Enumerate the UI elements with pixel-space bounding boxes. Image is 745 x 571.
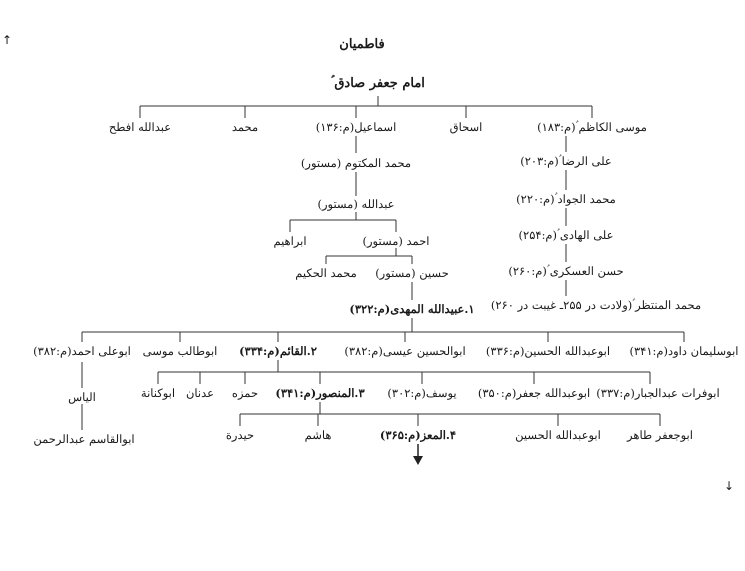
node-adnan: عدنان [185,386,215,400]
node-abu-jafar-tahir: ابوجعفر طاهر [627,428,693,442]
node-husayn-mastur: حسین (مستور) [375,266,449,280]
node-jafar-sadiq: امام جعفر صادق ؑ [331,76,425,91]
node-ilyas: الیاس [68,390,96,404]
node-ubaydallah-mahdi: ۱.عبیدالله المهدی(م:۳۲۲) [349,302,475,316]
node-abu-abdullah-jafar: ابوعبدالله جعفر(م:۳۵۰) [477,386,591,400]
node-muhammad-muntazar: محمد المنتظر ؑ(ولادت در ۲۵۵ـ غیبت در ۲۶۰) [490,298,702,312]
arrow-head-icon [413,456,423,465]
node-qaim: ۲.القائم(م:۳۳۴) [239,344,317,358]
node-ishaq: اسحاق [449,120,483,134]
node-abu-furat: ابوفرات عبدالجبار(م:۳۳۷) [596,386,720,400]
node-abu-sulayman-dawud: ابوسلیمان داود(م:۳۴۱) [629,344,739,358]
node-abu-talib-musa: ابوطالب موسی [142,344,218,358]
node-hamza: حمزه [231,386,259,400]
node-abu-ali-ahmad: ابوعلی احمد(م:۳۸۲) [33,344,131,358]
arrow-up-icon: ↑ [2,33,13,47]
node-abu-abdullah-husayn: ابوعبدالله الحسین(م:۳۳۶) [485,344,611,358]
node-abul-qasim: ابوالقاسم عبدالرحمن [33,432,135,446]
node-muhammad-hakim: محمد الحکیم [295,266,357,280]
node-hasan-askari: حسن العسکری ؑ(م:۲۶۰) [508,264,624,278]
node-abdullah-aftah: عبدالله افطح [108,120,172,134]
node-muhammad: محمد [231,120,259,134]
node-muizz: ۴.المعز(م:۳۶۵) [379,428,457,442]
node-muhammad-maktum: محمد المکتوم (مستور) [300,156,412,170]
arrow-down-icon: ↓ [724,479,735,493]
diagram-title: فاطمیان [339,37,385,52]
node-yusuf: یوسف(م:۳۰۲) [387,386,457,400]
node-musa-kazim: موسی الکاظم ؑ(م:۱۸۳) [537,120,647,134]
node-muhammad-jawad: محمد الجواد ؑ(م:۲۲۰) [516,192,616,206]
node-abdullah-mastur: عبدالله (مستور) [317,197,395,211]
node-abu-abdullah-husayn-2: ابوعبدالله الحسین [515,428,601,442]
node-mansur: ۳.المنصور(م:۳۴۱) [275,386,365,400]
node-ahmad-mastur: احمد (مستور) [362,234,430,248]
node-hashim: هاشم [304,428,332,442]
node-ismail: اسماعیل(م:۱۳۶) [315,120,397,134]
node-abu-kinana: ابوکنانة [140,386,176,400]
node-ibrahim: ابراهیم [273,234,307,248]
node-ali-rida: علی الرضا ؑ(م:۲۰۳) [520,154,612,168]
node-ali-hadi: علی الهادی ؑ(م:۲۵۴) [518,228,614,242]
node-haydara: حیدرة [225,428,255,442]
node-abul-husayn-isa: ابوالحسین عیسی(م:۳۸۲) [344,344,466,358]
